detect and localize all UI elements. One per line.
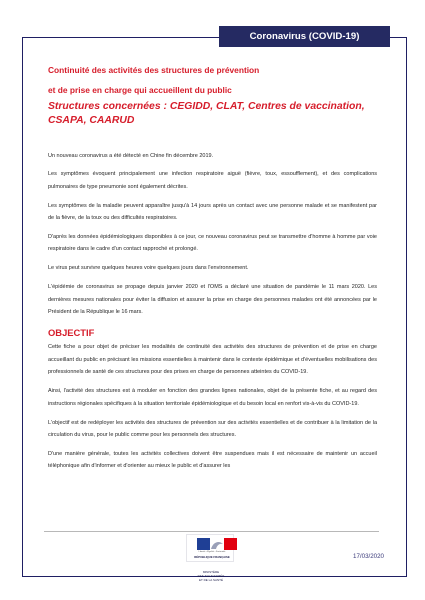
title-line-2: et de prise en charge qui accueillent du public xyxy=(48,85,232,95)
ministry-logo xyxy=(180,534,242,596)
footer-divider xyxy=(44,531,379,532)
paragraph-objectif-collective: D'une manière générale, toutes les activités collectives doivent être suspendues mais il est nécessaire de maintenir un accueil téléphonique afin d'informer et d'orienter au mieux le public et d'assurer les xyxy=(48,450,377,470)
objectif-heading: OBJECTIF xyxy=(48,326,95,338)
paragraph-epidemic: L'épidémie de coronavirus se propage depuis janvier 2020 et l'OMS a déclaré une situation de pandémie le 11 mars 2020. Les dernières mesures nationales pour éviter la diffusion et assurer la prise en charge des personnes malades ont été annoncées par le Président de la République le 16 mars. xyxy=(48,284,377,316)
paragraph-transmission: D'après les données épidémiologiques disponibles à ce jour, ce nouveau coronavirus peut se transmettre d'homme à homme par voie respiratoire dans le cadre d'un contact rapproché et prolongé. xyxy=(48,234,377,253)
document-body xyxy=(48,150,377,473)
ministry-line-2: DES SOLIDARITÉS xyxy=(197,574,225,578)
paragraph-objectif-modulation: Ainsi, l'activité des structures est à moduler en fonction des grandes lignes nationales, objet de la présente fiche, et au regard des instructions régionales spécifiques à la situation territoriale épidémiologique et du besoin local en renfort vis-à-vis du COVID-19. xyxy=(48,388,377,407)
paragraph-intro: Un nouveau coronavirus a été détecté en Chine fin décembre 2019. xyxy=(48,153,214,159)
ministry-line-3: ET DE LA SANTÉ xyxy=(199,578,223,582)
paragraph-symptoms: Les symptômes évoquent principalement une infection respiratoire aiguë (fièvre, toux, essoufflement), et des complications pulmonaires de type pneumonie sont également décrites. xyxy=(48,171,377,190)
paragraph-objectif-redeploy: L'objectif est de redéployer les activités des structures de prévention sur des activités essentielles et de contribuer à la limitation de la circulation du virus, pour le public comme pour les personnels des structures. xyxy=(48,419,377,438)
paragraph-incubation: Les symptômes de la maladie peuvent apparaître jusqu'à 14 jours après un contact avec une personne malade et se manifestent par de la fièvre, de la toux ou des difficultés respiratoires. xyxy=(48,202,377,222)
marianne-flag-icon xyxy=(197,538,237,550)
structures-concerned-subtitle: Structures concernées : CEGIDD, CLAT, Centres de vaccination, CSAPA, CAARUD xyxy=(48,101,365,126)
paragraph-objectif-purpose: Cette fiche a pour objet de préciser les modalités de continuité des activités des structures de prévention et de prise en charge accueillant du public en précisant les missions essentielles à maintenir dans le contexte épidémique et d'éventuelles mobilisations des professionnels de santé de ces structures pour des prises en charge de personnes atteintes du COVID-19. xyxy=(48,344,377,376)
document-title xyxy=(48,60,378,100)
publication-date: 17/03/2020 xyxy=(353,553,384,560)
topic-banner: Coronavirus (COVID-19) xyxy=(219,26,390,47)
ministry-line-1: MINISTÈRE xyxy=(202,570,220,574)
logo-motto: Liberté • Égalité • Fraternité xyxy=(198,551,226,553)
title-line-1: Continuité des activités des structures de prévention xyxy=(48,65,260,75)
paragraph-survival: Le virus peut survivre quelques heures voire quelques jours dans l'environnement. xyxy=(48,265,249,272)
logo-republique: RÉPUBLIQUE FRANÇAISE xyxy=(194,555,230,559)
marianne-block xyxy=(186,534,234,562)
